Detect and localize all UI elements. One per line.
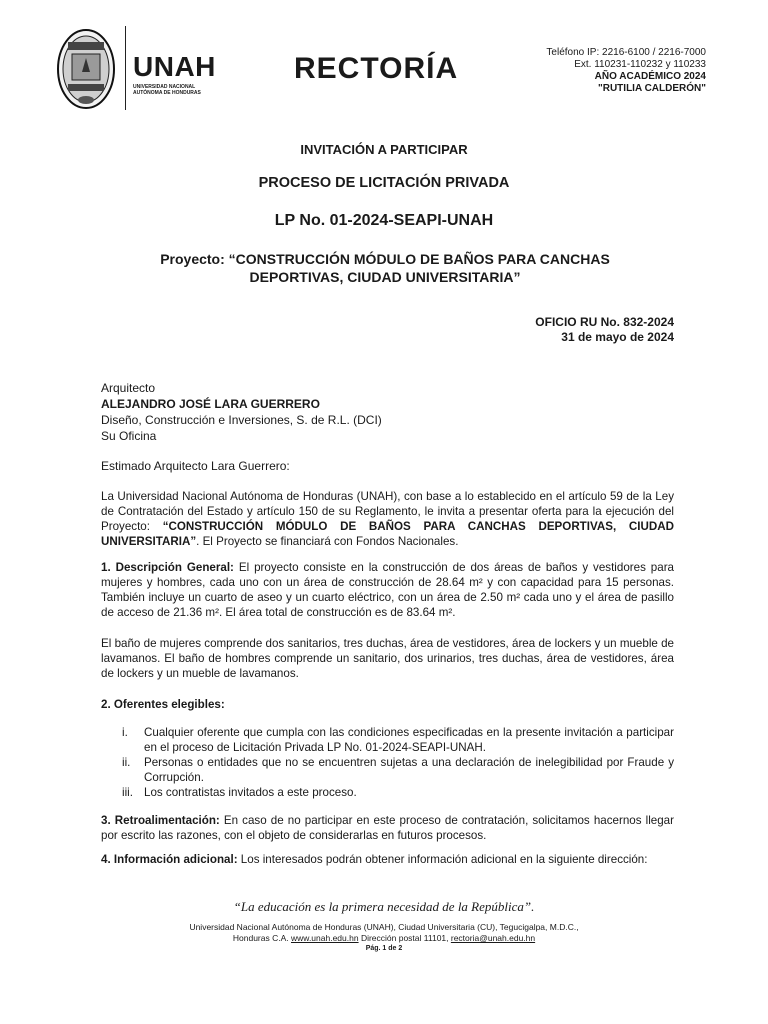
header-divider bbox=[125, 26, 126, 110]
greeting: Estimado Arquitecto Lara Guerrero: bbox=[101, 459, 290, 473]
oficio-number: OFICIO RU No. 832-2024 bbox=[535, 315, 674, 329]
academic-year: AÑO ACADÉMICO 2024 bbox=[594, 71, 706, 82]
description-detail-paragraph: El baño de mujeres comprende dos sanitarios, tres duchas, área de vestidores, área de lockers y un mueble de lavamanos. El baño de hombres comprende un sanitario, dos urinarios, tres duchas, área de vestidores, área de lockers y un mueble de lavamanos. bbox=[101, 637, 674, 680]
feedback-heading: 3. Retroalimentación: bbox=[101, 814, 220, 827]
unah-seal-logo bbox=[56, 28, 116, 110]
intro-paragraph: La Universidad Nacional Autónoma de Honduras (UNAH), con base a lo establecido en el artículo 59 de la Ley de Contratación del Estado y artículo 150 de su Reglamento, le invita a presentar oferta para la ejecución del Proyecto: “CONSTRUCCIÓN MÓDULO DE BAÑOS PARA CANCHAS DEPORTIVAS, CIUDAD UNIVERSITARIA”. El Proyecto se financiará con Fondos Nacionales. bbox=[101, 490, 674, 548]
recipient-block bbox=[101, 380, 382, 444]
info-paragraph: 4. Información adicional: Los interesados podrán obtener información adicional en la siguiente dirección: bbox=[101, 853, 648, 866]
title-invitation: INVITACIÓN A PARTICIPAR bbox=[300, 142, 468, 157]
recipient-location: Su Oficina bbox=[101, 429, 157, 443]
footer-motto: “La educación es la primera necesidad de la República”. bbox=[233, 899, 535, 914]
title-project: Proyecto: “CONSTRUCCIÓN MÓDULO DE BAÑOS PARA CANCHAS DEPORTIVAS, CIUDAD UNIVERSITARIA” bbox=[160, 251, 610, 285]
info-heading: 4. Información adicional: bbox=[101, 853, 238, 866]
eligible-heading: 2. Oferentes elegibles: bbox=[101, 698, 225, 711]
website-link[interactable]: www.unah.edu.hn bbox=[291, 933, 359, 943]
oficio-date: 31 de mayo de 2024 bbox=[561, 330, 674, 344]
footer-address: Universidad Nacional Autónoma de Honduras (UNAH), Ciudad Universitaria (CU), Tegucigalpa, M.D.C., Honduras C.A. www.unah.edu.hn Dirección postal 11101, rectoria@unah.edu.hn bbox=[189, 922, 579, 943]
title-lp-number: LP No. 01-2024-SEAPI-UNAH bbox=[274, 212, 494, 229]
logo-text: UNAH bbox=[133, 51, 216, 82]
feedback-paragraph: 3. Retroalimentación: En caso de no participar en este proceso de contratación, solicitamos hacernos llegar por escrito las razones, con el objeto de considerarlas en futuros procesos. bbox=[101, 814, 674, 842]
oficio-reference bbox=[535, 315, 674, 345]
list-item: iii. Los contratistas invitados a este proceso. bbox=[122, 786, 357, 799]
recipient-title: Arquitecto bbox=[101, 381, 156, 395]
logo-subtitle: UNIVERSIDAD NACIONAL AUTÓNOMA DE HONDURAS bbox=[133, 84, 201, 96]
title-process: PROCESO DE LICITACIÓN PRIVADA bbox=[258, 175, 510, 191]
office-title: RECTORÍA bbox=[294, 52, 459, 85]
email-link[interactable]: rectoria@unah.edu.hn bbox=[450, 933, 536, 943]
contact-phone: Teléfono IP: 2216-6100 / 2216-7000 bbox=[546, 47, 706, 58]
description-heading: 1. Descripción General: bbox=[101, 561, 234, 574]
recipient-name: ALEJANDRO JOSÉ LARA GUERRERO bbox=[101, 397, 320, 411]
eligible-list bbox=[122, 725, 674, 800]
list-item: ii. Personas o entidades que no se encuentren sujetas a una declaración de inelegibilidad por Fraude y Corrupción. bbox=[122, 756, 674, 784]
contact-ext: Ext. 110231-110232 y 110233 bbox=[574, 59, 706, 70]
description-paragraph: 1. Descripción General: El proyecto consiste en la construcción de dos áreas de baños y vestidores para mujeres y hombres, cada uno con un área de construcción de 28.64 m² y con capacidad para 15 personas. También incluye un cuarto de aseo y un cuarto eléctrico, con un área de 2.50 m² cada uno y el área de pasillo de acceso de 21.36 m². El área total de construcción es de 83.64 m². bbox=[101, 561, 675, 619]
contact-info bbox=[546, 47, 706, 95]
page-number: Pág. 1 de 2 bbox=[365, 945, 403, 952]
academic-year-name: "RUTILIA CALDERÓN" bbox=[598, 83, 706, 94]
list-item: i. Cualquier oferente que cumpla con las condiciones especificadas en la presente invitación a participar en el proceso de Licitación Privada LP No. 01-2024-SEAPI-UNAH. bbox=[122, 726, 674, 754]
recipient-company: Diseño, Construcción e Inversiones, S. de R.L. (DCI) bbox=[101, 413, 382, 427]
